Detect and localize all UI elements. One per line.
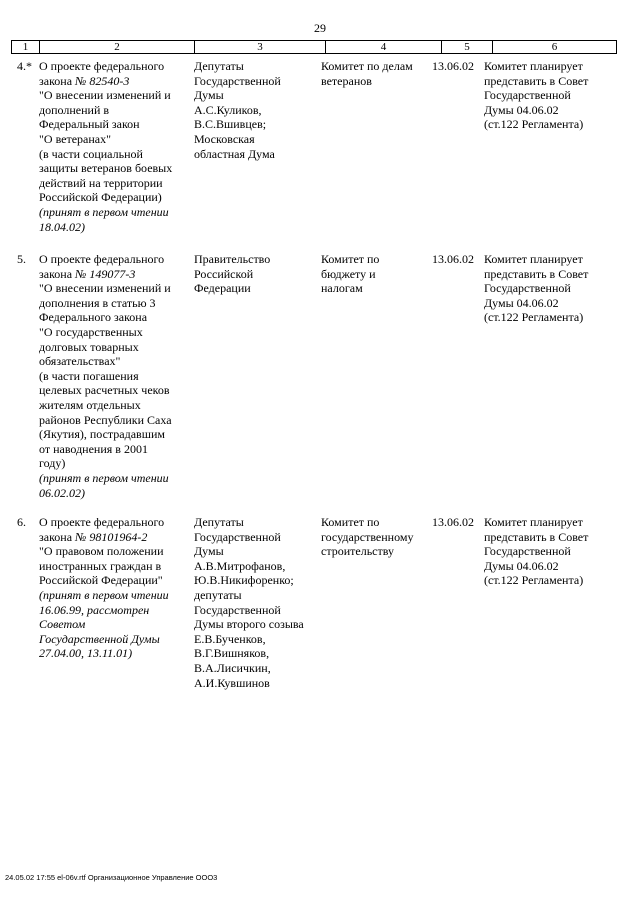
law-prefix: закона: [39, 529, 76, 544]
row-number: 6.: [17, 515, 26, 529]
bill-text: "О внесении изменений и дополнений в Федеральный закон "О ветеранах" (в части социальной защиты ветеранов боевых действий на территории Российской Федерации): [39, 88, 173, 205]
responsible-committee: Комитет по государственному строительству: [321, 515, 414, 559]
row-number: 4.*: [17, 59, 32, 73]
bill-title-line: О проекте федерального: [39, 515, 165, 529]
bill-title-line: О проекте федерального: [39, 252, 165, 266]
column-header-5: 5: [442, 41, 493, 53]
row-number: 5.: [17, 252, 26, 266]
column-header-3: 3: [195, 41, 326, 53]
responsible-committee: Комитет по делам ветеранов: [321, 59, 413, 88]
bill-author: Депутаты Государственной Думы А.С.Куликов, В.С.Вшивцев; Московская областная Дума: [194, 59, 281, 161]
document-footer: 24.05.02 17:55 el-06v.rtf Организационное Управление ООО3: [5, 873, 218, 882]
bill-description: [39, 252, 189, 500]
committee-plan: Комитет планирует представить в Совет Государственной Думы 04.06.02 (ст.122 Регламента): [484, 515, 589, 588]
bill-description: [39, 59, 189, 234]
reading-note: (принят в первом чтении 06.02.02): [39, 470, 169, 500]
review-date: 13.06.02: [432, 515, 474, 529]
law-number: № 149077-3: [75, 266, 136, 281]
reading-note: (принят в первом чтении 16.06.99, рассмотрен Советом Государственной Думы 27.04.00, 13.11.01): [39, 587, 169, 661]
bill-text: "О внесении изменений и дополнения в статью 3 Федерального закона "О государственных долговых товарных обязательствах" (в части погашения целевых расчетных чеков жителям отдельных районов Республики Саха (Якутия), пострадавшим от наводнения в 2001 году): [39, 281, 172, 471]
column-header-6: 6: [551, 41, 558, 53]
bill-author: Правительство Российской Федерации: [194, 252, 271, 296]
bill-description: [39, 515, 189, 661]
column-header-4: 4: [326, 41, 442, 53]
law-number: № 98101964-2: [75, 529, 148, 544]
page-number: 29: [314, 21, 326, 35]
bill-author: Депутаты Государственной Думы А.В.Митрофанов, Ю.В.Никифоренко; депутаты Государственной Думы второго созыва Е.В.Бученков, В.Г.Вишняков, В.А.Лисичкин, А.И.Кувшинов: [194, 515, 304, 690]
law-prefix: закона: [39, 73, 76, 88]
committee-plan: Комитет планирует представить в Совет Государственной Думы 04.06.02 (ст.122 Регламента): [484, 59, 589, 132]
committee-plan: Комитет планирует представить в Совет Государственной Думы 04.06.02 (ст.122 Регламента): [484, 252, 589, 325]
review-date: 13.06.02: [432, 59, 474, 73]
reading-note: (принят в первом чтении 18.04.02): [39, 204, 169, 234]
column-header-2: 2: [40, 41, 195, 53]
review-date: 13.06.02: [432, 252, 474, 266]
table-header: [11, 40, 617, 54]
column-header-1: 1: [12, 41, 40, 53]
bill-title-line: О проекте федерального: [39, 59, 165, 73]
bill-text: "О правовом положении иностранных граждан в Российской Федерации": [39, 544, 164, 588]
law-prefix: закона: [39, 266, 76, 281]
responsible-committee: Комитет по бюджету и налогам: [321, 252, 380, 296]
law-number: № 82540-3: [75, 73, 130, 88]
